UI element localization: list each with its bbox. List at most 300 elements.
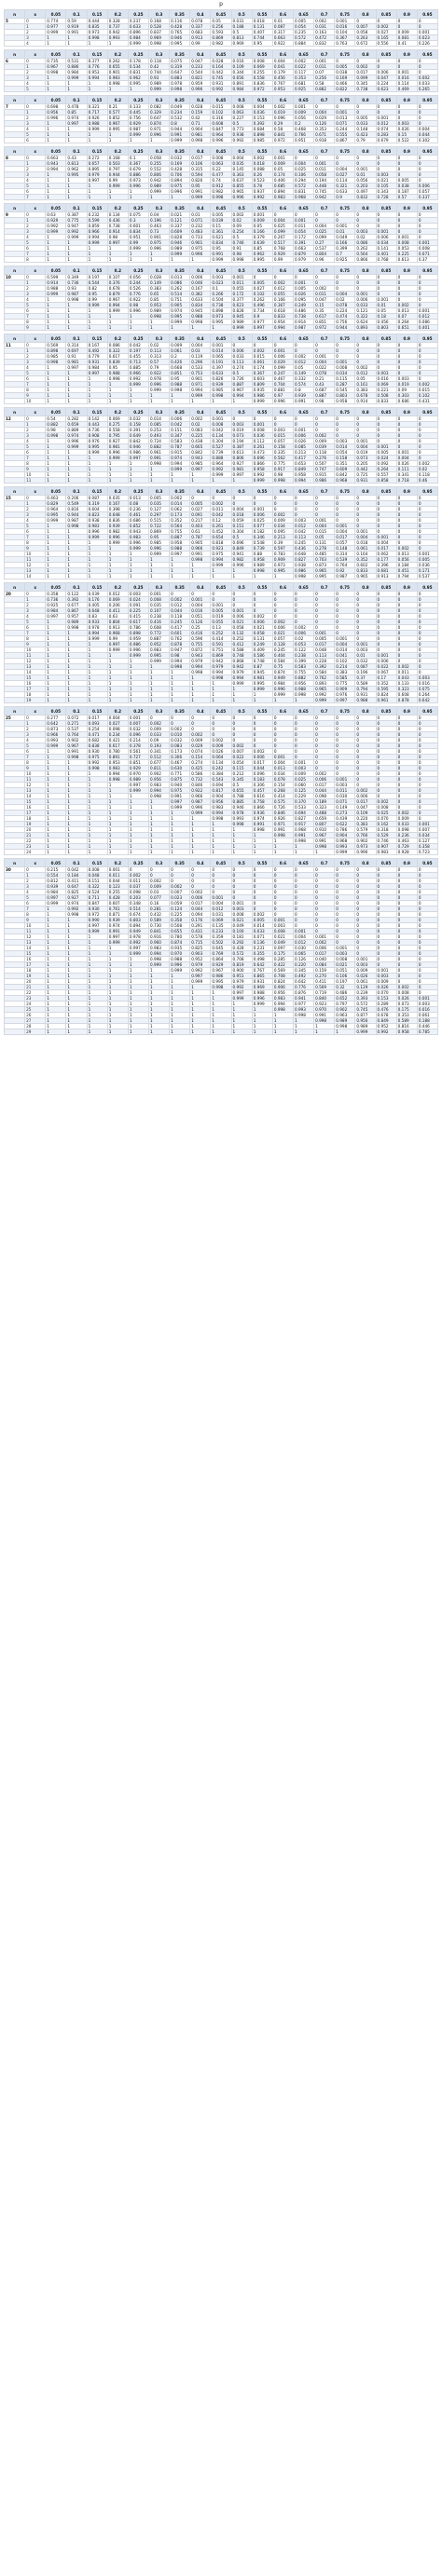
value-cell: 0.123 [107,884,128,890]
value-cell: 0.151 [87,879,107,884]
p-header: 0.25 [128,487,148,496]
value-cell: 1 [46,698,66,703]
value-cell: 0.022 [314,365,335,371]
table-block-n-10 [4,266,438,331]
value-cell: 0 [417,161,437,167]
value-cell: 0.004 [335,292,355,297]
value-cell: 0.886 [66,64,87,70]
value-cell: 0.05 [376,308,396,314]
value-cell: 0.173 [170,512,190,518]
value-cell: 0.225 [190,433,211,439]
x-cell: 10 [25,923,46,929]
value-cell: 0 [376,597,396,603]
value-cell: 0.023 [211,280,231,286]
value-cell: 0.019 [211,614,231,620]
value-cell: 0.212 [231,771,252,777]
p-header: 0.6 [272,334,293,343]
value-cell: 0.478 [66,104,87,110]
value-cell: 0.002 [396,546,417,552]
value-cell: 0.996 [87,529,107,535]
value-cell: 0 [417,636,437,642]
value-cell: 0.834 [211,240,231,246]
value-cell: 0.5 [231,783,252,788]
value-cell: 1 [66,563,87,568]
value-cell: 0.026 [293,439,313,444]
value-cell: 0.852 [128,524,148,529]
value-cell: 0.175 [272,951,293,957]
value-cell: 0.002 [170,727,190,732]
value-cell: 1 [46,1018,66,1024]
p-header: 0.05 [46,859,66,867]
value-cell: 0.678 [107,286,128,292]
value-cell: 0.049 [335,235,355,240]
p-header: 0.2 [107,859,128,867]
value-cell: 0.415 [128,614,148,620]
value-cell: 0 [376,275,396,280]
value-cell: 0.849 [293,467,313,472]
p-header: 0.35 [170,96,190,104]
value-cell: 0.997 [87,178,107,184]
value-cell: 0 [396,974,417,979]
value-cell: 0.942 [107,30,128,35]
value-cell: 0.029 [190,743,211,749]
value-cell: 0.351 [335,461,355,467]
value-cell: 1 [46,189,66,195]
value-cell: 0.021 [376,178,396,184]
value-cell: 0 [231,416,252,422]
value-cell: 0 [314,912,335,918]
value-cell: 0.837 [148,30,169,35]
value-cell: 0.019 [355,450,376,456]
table-row [5,195,438,200]
value-cell: 1 [66,838,87,844]
value-cell: 0 [417,951,437,957]
value-cell: 0.851 [128,760,148,766]
value-cell: 0.039 [87,592,107,597]
value-cell: 0.048 [87,873,107,879]
value-cell: 0.997 [231,472,252,478]
value-cell: 0 [272,906,293,912]
value-cell: 0.960 [148,940,169,946]
value-cell: 0 [355,636,376,642]
p-header: 0.15 [87,707,107,716]
value-cell: 0.001 [355,529,376,535]
value-cell: 0.995 [87,444,107,450]
value-cell: 0.995 [314,574,335,579]
value-cell: 0.456 [376,320,396,325]
value-cell: 0 [314,218,335,224]
value-cell: 0.001 [417,240,437,246]
value-cell: 0.094 [190,912,211,918]
value-cell: 0.954 [272,320,293,325]
value-cell: 0.706 [170,172,190,178]
value-cell: 0 [396,507,417,512]
value-cell: 0 [376,212,396,218]
value-cell: 0.824 [272,979,293,985]
value-cell: 1 [46,252,66,257]
value-cell: 0.463 [46,496,66,501]
value-cell: 1 [87,990,107,996]
x-cell: 3 [25,512,46,518]
value-cell: 0 [376,156,396,161]
value-cell: 0.962 [128,75,148,81]
p-header: 0.95 [417,10,437,19]
x-cell: 3 [25,360,46,365]
value-cell: 0 [396,794,417,799]
value-cell: 0.995 [66,172,87,178]
p-header: 0.2 [107,334,128,343]
value-cell: 0.002 [293,354,313,360]
value-cell: 0.775 [272,461,293,467]
value-cell: 0.439 [335,816,355,822]
value-cell: 0 [231,501,252,507]
value-cell: 0 [335,212,355,218]
p-header: 0.25 [128,266,148,275]
value-cell: 0.985 [211,388,231,393]
value-cell: 0.994 [107,771,128,777]
value-cell: 0.997 [190,974,211,979]
header-row [5,204,438,212]
value-cell: 0.779 [87,354,107,360]
value-cell: 1 [190,574,211,579]
value-cell: 1 [87,81,107,87]
value-cell: 1 [66,974,87,979]
x-cell: 0 [25,716,46,721]
value-cell: 0.952 [376,1024,396,1029]
value-cell: 0.027 [335,172,355,178]
x-cell: 2 [25,879,46,884]
value-cell: 1 [66,827,87,833]
value-cell: 0 [335,620,355,625]
p-header: 0.55 [252,408,272,416]
value-cell: 0 [335,934,355,940]
x-cell: 0 [25,496,46,501]
n-cell: 25 [5,716,25,721]
value-cell: 0 [190,592,211,597]
value-cell: 0.107 [148,608,169,614]
value-cell: 1 [87,563,107,568]
value-cell: 0.578 [190,934,211,940]
value-cell: 1 [170,472,190,478]
value-cell: 0.998 [293,574,313,579]
value-cell: 0.786 [128,625,148,631]
value-cell: 0.987 [335,574,355,579]
value-cell: 0.167 [107,501,128,507]
value-cell: 0.994 [170,659,190,664]
col-n-header: n [5,583,25,592]
value-cell: 0.999 [46,30,66,35]
value-cell: 1 [46,946,66,951]
value-cell: 0 [293,275,313,280]
p-header: 0.4 [190,266,211,275]
value-cell: 1 [211,681,231,687]
value-cell: 0.998 [87,35,107,41]
value-cell: 0.813 [231,35,252,41]
value-cell: 0.002 [170,496,190,501]
value-cell: 0 [396,957,417,962]
value-cell: 0.125 [293,788,313,794]
value-cell: 0.003 [376,172,396,178]
value-cell: 0.978 [170,81,190,87]
binomial-table [4,95,438,143]
value-cell: 0.999 [128,653,148,659]
value-cell: 0.126 [314,121,335,127]
value-cell: 0.085 [293,444,313,450]
value-cell: 0.999 [170,252,190,257]
value-cell: 0.002 [314,433,335,439]
value-cell: 0.001 [272,348,293,354]
value-cell: 0.082 [148,104,169,110]
value-cell: 1 [128,1029,148,1035]
value-cell: 1 [128,659,148,664]
value-cell: 0 [355,755,376,760]
value-cell: 0.997 [87,923,107,929]
value-cell: 1 [148,325,169,331]
value-cell: 0.884 [293,41,313,47]
p-header: 0.45 [211,204,231,212]
value-cell: 0 [396,24,417,30]
value-cell: 0.993 [46,738,66,743]
p-header: 0.65 [293,10,313,19]
value-cell: 0 [396,229,417,235]
value-cell: 1 [252,844,272,850]
value-cell: 0.917 [272,467,293,472]
value-cell: 1 [87,979,107,985]
value-cell: 0.004 [396,456,417,461]
value-cell: 0.214 [335,664,355,670]
value-cell: 0.999 [170,968,190,974]
value-cell: 0.414 [272,794,293,799]
p-header: 0.35 [170,487,190,496]
value-cell: 0.176 [190,918,211,923]
x-cell: 1 [25,597,46,603]
value-cell: 1 [46,962,66,968]
value-cell: 1 [128,794,148,799]
value-cell: 0.935 [252,388,272,393]
col-x-header: x [25,408,46,416]
value-cell: 0.901 [107,70,128,75]
x-cell: 3 [25,292,46,297]
value-cell: 0.05 [272,167,293,172]
value-cell: 0.994 [170,461,190,467]
value-cell: 0.996 [128,647,148,653]
value-cell: 1 [211,1007,231,1013]
value-cell: 0 [335,738,355,743]
value-cell: 0.998 [211,675,231,681]
value-cell: 0.194 [231,439,252,444]
x-cell: 6 [25,749,46,755]
value-cell: 0 [272,592,293,597]
value-cell: 0.747 [314,467,335,472]
value-cell: 0.993 [293,1007,313,1013]
value-cell: 0 [252,716,272,721]
value-cell: 0.533 [190,365,211,371]
value-cell: 0 [314,608,335,614]
x-cell: 20 [25,979,46,985]
p-header: 0.1 [66,96,87,104]
value-cell: 0.041 [335,653,355,659]
value-cell: 0.206 [107,603,128,608]
value-cell: 0.981 [107,444,128,450]
value-cell: 0.05 [211,19,231,24]
p-header: 0.65 [293,583,313,592]
value-cell: 0.998 [87,766,107,771]
value-cell: 0.973 [87,30,107,35]
value-cell: 0.347 [170,433,190,439]
value-cell: 1 [66,257,87,263]
value-cell: 0.292 [231,940,252,946]
x-cell: 4 [25,890,46,895]
value-cell: 1 [107,467,128,472]
value-cell: 0.834 [190,303,211,308]
value-cell: 0.915 [314,472,335,478]
value-cell: 0.118 [170,614,190,620]
value-cell: 0 [417,110,437,116]
value-cell: 0 [417,962,437,968]
table-row [5,325,438,331]
value-cell: 0.765 [170,30,190,35]
value-cell: 0 [231,343,252,348]
value-cell: 0.898 [211,308,231,314]
value-cell: 1 [66,138,87,143]
value-cell: 0.998 [272,833,293,838]
value-cell: 0.981 [231,467,252,472]
value-cell: 0.32 [335,985,355,990]
value-cell: 1 [46,235,66,240]
value-cell: 0 [417,884,437,890]
value-cell: 0.061 [170,348,190,354]
value-cell: 0 [417,280,437,286]
value-cell: 0.914 [46,280,66,286]
value-cell: 0 [376,721,396,727]
value-cell: 0.028 [148,275,169,280]
p-header: 0.4 [190,96,211,104]
value-cell: 0.175 [396,1007,417,1013]
value-cell: 0.999 [87,127,107,132]
x-cell: 8 [25,320,46,325]
value-cell: 1 [107,568,128,574]
value-cell: 0.02 [335,297,355,303]
value-cell: 0.996 [170,189,190,195]
n-cell [5,850,25,855]
value-cell: 0.569 [272,968,293,974]
value-cell: 1 [231,844,252,850]
value-cell: 0 [293,749,313,755]
value-cell: 1 [170,833,190,838]
value-cell: 0.256 [314,75,335,81]
value-cell: 0.001 [396,70,417,75]
value-cell: 0.001 [335,19,355,24]
value-cell: 1 [66,552,87,557]
value-cell: 0.762 [314,675,335,681]
value-cell: 0.804 [107,620,128,625]
value-cell: 1 [66,240,87,246]
value-cell: 0 [335,912,355,918]
value-cell: 1 [293,698,313,703]
value-cell: 0 [314,738,335,743]
value-cell: 0 [335,156,355,161]
value-cell: 1 [107,325,128,331]
value-cell: 1 [87,794,107,799]
value-cell: 0.092 [376,461,396,467]
value-cell: 1 [211,822,231,827]
value-cell: 0 [396,518,417,524]
value-cell: 1 [128,698,148,703]
value-cell: 0.996 [148,382,169,388]
value-cell: 0.273 [335,811,355,816]
value-cell: 0 [170,592,190,597]
value-cell: 0.035 [231,161,252,167]
value-cell: 0.099 [355,75,376,81]
value-cell: 0.005 [293,19,313,24]
value-cell: 0.983 [87,524,107,529]
value-cell: 0.647 [170,70,190,75]
value-cell: 0.005 [355,116,376,121]
value-cell: 0.153 [376,996,396,1002]
value-cell: 0.264 [396,320,417,325]
value-cell: 0.02 [190,422,211,428]
value-cell: 0.846 [272,811,293,816]
value-cell: 0 [417,890,437,895]
value-cell: 0.262 [252,297,272,303]
value-cell: 0.01 [272,19,293,24]
table-row [5,1029,438,1035]
value-cell: 0 [396,721,417,727]
value-cell: 0.276 [314,456,335,461]
value-cell: 0 [355,218,376,224]
value-cell: 0 [396,371,417,376]
value-cell: 0.988 [355,698,376,703]
value-cell: 0.887 [148,636,169,642]
value-cell: 0 [335,873,355,879]
x-cell: 5 [25,303,46,308]
value-cell: 0.014 [211,348,231,354]
value-cell: 0.812 [46,879,66,884]
value-cell: 0 [272,416,293,422]
value-cell: 0.011 [128,879,148,884]
value-cell: 0.077 [252,524,272,529]
value-cell: 0 [417,275,437,280]
value-cell: 0 [376,286,396,292]
value-cell: 0.584 [314,670,335,675]
value-cell: 0.889 [66,428,87,433]
value-cell: 0.039 [314,444,335,450]
value-cell: 0.133 [396,681,417,687]
value-cell: 0.914 [355,399,376,404]
value-cell: 0.986 [128,642,148,647]
value-cell: 0.184 [66,873,87,879]
value-cell: 0.104 [335,30,355,35]
value-cell: 0.907 [376,844,396,850]
value-cell: 1 [148,257,169,263]
value-cell: 0.006 [376,235,396,240]
value-cell: 0.572 [355,1002,376,1007]
value-cell: 0 [396,416,417,422]
value-cell: 0.98 [231,252,252,257]
value-cell: 0.005 [252,918,272,923]
value-cell: 0.996 [355,850,376,855]
value-cell: 1 [66,325,87,331]
value-cell: 0 [355,783,376,788]
value-cell: 0.428 [170,24,190,30]
value-cell: 0.991 [211,252,231,257]
value-cell: 0.113 [293,535,313,540]
value-cell: 0.038 [396,184,417,189]
value-cell: 0.05 [293,365,313,371]
value-cell: 1 [66,540,87,546]
value-cell: 0 [211,721,231,727]
binomial-table [4,9,438,47]
